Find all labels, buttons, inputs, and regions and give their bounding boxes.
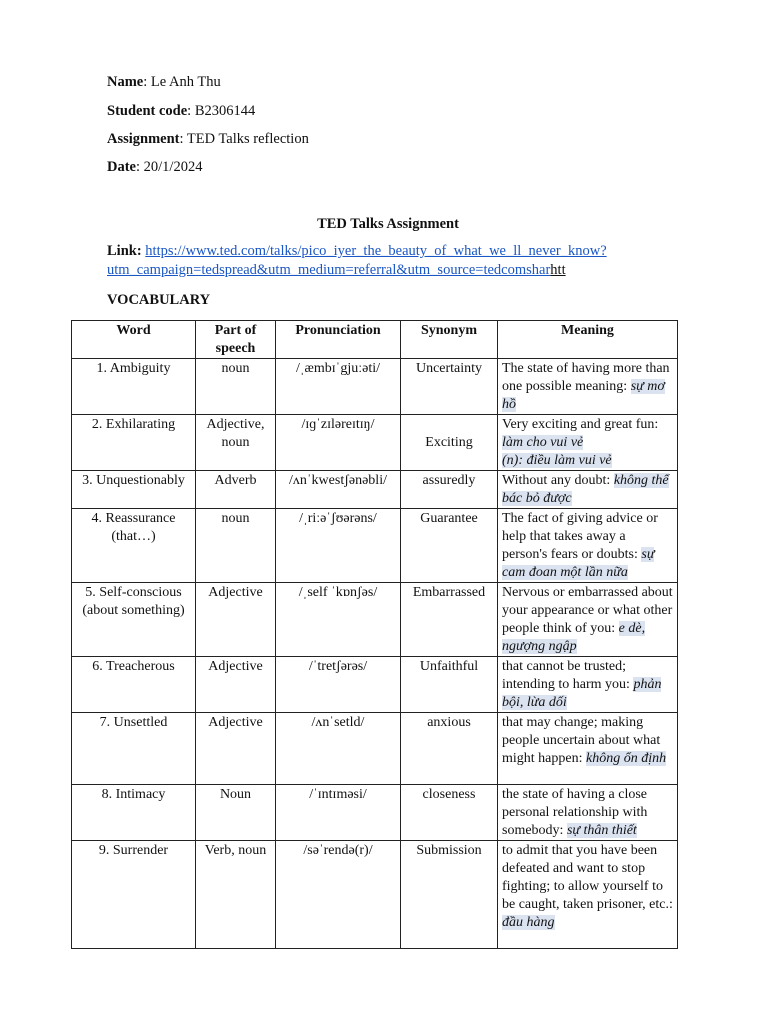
pron-cell: /ɪɡˈzɪləreɪtɪŋ/ <box>276 415 401 471</box>
synonym-cell: Embarrassed <box>401 583 498 657</box>
meaning-en: The state of having more than one possible meaning: <box>502 361 670 394</box>
synonym-cell: Unfaithful <box>401 657 498 713</box>
table-row <box>72 359 678 415</box>
pos-cell: Verb, noun <box>196 841 276 949</box>
word-cell: 6. Treacherous <box>72 657 196 713</box>
meaning-en: Without any doubt: <box>502 473 614 488</box>
word-cell: 8. Intimacy <box>72 785 196 841</box>
pos-cell: Adjective <box>196 583 276 657</box>
section-title: VOCABULARY <box>107 292 211 308</box>
col-header-meaning: Meaning <box>498 321 678 359</box>
meaning-cell <box>498 509 678 583</box>
meaning-en: that cannot be trusted; intending to harm you: <box>502 659 634 692</box>
meaning-cell <box>498 415 678 471</box>
word-cell: 7. Unsettled <box>72 713 196 785</box>
pron-cell: /ʌnˈkwestʃənəbli/ <box>276 471 401 509</box>
link-url-tail: htt <box>550 262 566 278</box>
pron-cell: /ˌself ˈkɒnʃəs/ <box>276 583 401 657</box>
name-line <box>107 73 221 91</box>
table-row <box>72 415 678 471</box>
col-header-synonym: Synonym <box>401 321 498 359</box>
pron-cell: /ʌnˈsetld/ <box>276 713 401 785</box>
meaning-vi: phản bội, lừa dối <box>502 677 662 710</box>
table-row <box>72 657 678 713</box>
link-url-line1: https://www.ted.com/talks/pico_iyer_the_beauty_of_what_we_ll_never_know? <box>145 243 607 259</box>
pos-cell: noun <box>196 509 276 583</box>
word-cell: 1. Ambiguity <box>72 359 196 415</box>
meaning-cell <box>498 583 678 657</box>
col-header-pronunciation: Pronunciation <box>276 321 401 359</box>
meaning-en: The fact of giving advice or help that takes away a person's fears or doubts: <box>502 511 658 562</box>
table-row <box>72 785 678 841</box>
student-code-line <box>107 102 255 120</box>
synonym-cell: closeness <box>401 785 498 841</box>
pron-cell: /ˌæmbɪˈgjuːəti/ <box>276 359 401 415</box>
synonym-cell: anxious <box>401 713 498 785</box>
word-cell: 3. Unquestionably <box>72 471 196 509</box>
meaning-vi: sự mơ hồ <box>502 379 665 412</box>
meaning-vi: không ổn định <box>586 751 667 766</box>
pos-cell: noun <box>196 359 276 415</box>
meaning-en: the state of having a close personal relationship with somebody: <box>502 787 648 838</box>
meaning-cell <box>498 713 678 785</box>
student-code-value: : B2306144 <box>187 103 256 119</box>
meaning-vi: sự cam đoan một lần nữa <box>502 547 655 580</box>
synonym-cell: assuredly <box>401 471 498 509</box>
pos-cell: Adverb <box>196 471 276 509</box>
meaning-vi-noun: điều làm vui vẻ <box>526 453 612 468</box>
vocabulary-table <box>71 320 678 949</box>
meaning-cell <box>498 841 678 949</box>
pos-cell: Adjective, noun <box>196 415 276 471</box>
pos-cell: Adjective <box>196 713 276 785</box>
word-cell: 4. Reassurance (that…) <box>72 509 196 583</box>
assignment-value: : TED Talks reflection <box>179 131 309 147</box>
link-label: Link: <box>107 243 146 259</box>
meaning-vi: đầu hàng <box>502 915 555 930</box>
page-title: TED Talks Assignment <box>317 216 459 232</box>
date-label: Date <box>107 159 136 175</box>
link-url-line2: utm_campaign=tedspread&utm_medium=referral&utm_source=tedcomshar <box>107 262 551 278</box>
word-cell: 9. Surrender <box>72 841 196 949</box>
table-row <box>72 841 678 949</box>
synonym-cell: Uncertainty <box>401 359 498 415</box>
meaning-en: that may change; making people uncertain about what might happen: <box>502 715 661 766</box>
word-cell: 5. Self-conscious (about something) <box>72 583 196 657</box>
pron-cell: /ˈɪntɪməsi/ <box>276 785 401 841</box>
assignment-line <box>107 130 309 148</box>
pos-cell: Noun <box>196 785 276 841</box>
name-value: : Le Anh Thu <box>143 74 221 90</box>
word-cell: 2. Exhilarating <box>72 415 196 471</box>
meaning-cell <box>498 359 678 415</box>
synonym-cell: Guarantee <box>401 509 498 583</box>
pron-cell: /ˌriːəˈʃʊərəns/ <box>276 509 401 583</box>
synonym-cell <box>401 415 498 471</box>
assignment-label: Assignment <box>107 131 180 147</box>
col-header-part-of-speech: Part of speech <box>196 321 276 359</box>
meaning-cell <box>498 471 678 509</box>
meaning-vi: làm cho vui vẻ <box>502 435 584 450</box>
pron-cell: /ˈtretʃərəs/ <box>276 657 401 713</box>
meaning-vi: không thể bác bỏ được <box>502 473 669 506</box>
meaning-vi: sự thân thiết <box>566 823 637 838</box>
table-header-row <box>72 321 678 359</box>
meaning-cell <box>498 657 678 713</box>
synonym-text: Exciting <box>425 435 473 450</box>
meaning-en-noun: (n): <box>502 453 527 468</box>
student-code-label: Student code <box>107 103 188 119</box>
ted-talk-link[interactable] <box>107 243 607 278</box>
pos-cell: Adjective <box>196 657 276 713</box>
table-row <box>72 471 678 509</box>
table-row <box>72 713 678 785</box>
col-header-word: Word <box>72 321 196 359</box>
date-line <box>107 158 202 176</box>
meaning-en: Nervous or embarrassed about your appearance or what other people think of you: <box>502 585 673 636</box>
meaning-vi: e dè, ngượng ngập <box>502 621 646 654</box>
date-value: : 20/1/2024 <box>136 159 203 175</box>
meaning-en: Very exciting and great fun: <box>502 417 659 432</box>
meaning-cell <box>498 785 678 841</box>
pron-cell: /səˈrendə(r)/ <box>276 841 401 949</box>
link-line <box>107 242 667 280</box>
meaning-en: to admit that you have been defeated and want to stop fighting; to allow yourself to be caught, taken prisoner, etc.: <box>502 843 673 912</box>
table-row <box>72 509 678 583</box>
name-label: Name <box>107 74 144 90</box>
table-row <box>72 583 678 657</box>
synonym-cell: Submission <box>401 841 498 949</box>
